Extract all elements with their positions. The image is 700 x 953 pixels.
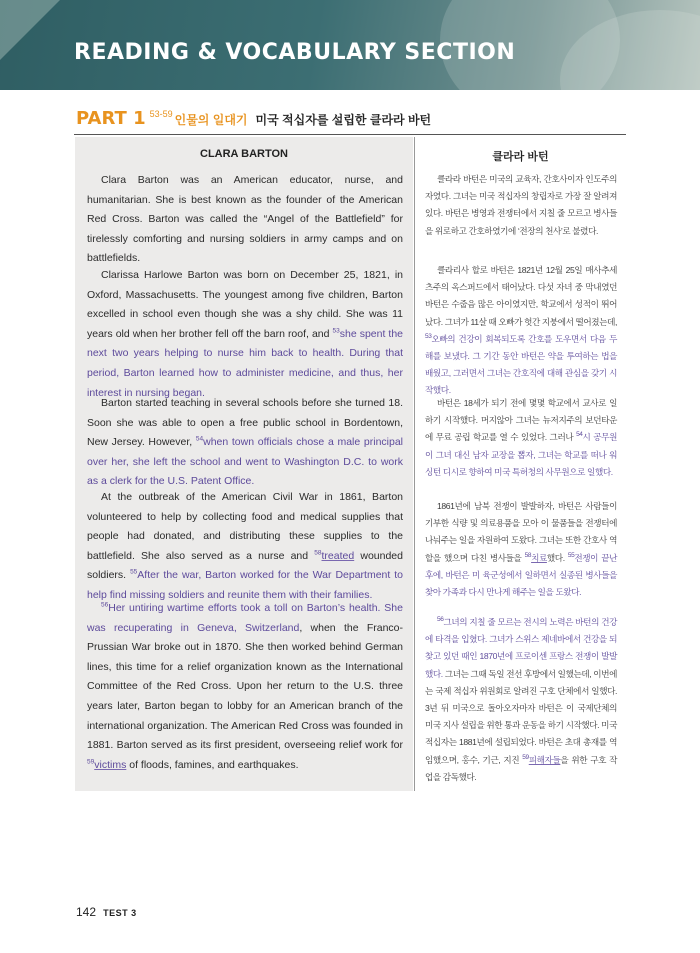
english-paragraph-2 (87, 266, 403, 403)
korean-heading: 클라라 바턴 (492, 151, 549, 163)
highlighted-text: she spent the next two years helping to nurse him back to health. During that period, Barton learned how to administer medicine, and thus, her interest in nursing began. (87, 327, 404, 399)
vocab-word: 피해자들 (528, 754, 561, 765)
korean-text: 1861년에 남북 전쟁이 발발하자, 바턴은 사람들이 기부한 식량 및 의료용품을 모아 이 물품들을 전쟁터에 나눠주는 일을 자원하여 도왔다. 그녀는 또한 간호사 역할을 했으며 다친 병사들을 (425, 501, 617, 563)
highlighted-text: 오빠의 건강이 회복되도록 간호를 도우면서 다음 두 해를 보냈다. 그 기간 동안 바턴은 약을 투여하는 법을 배웠고, 그러면서 그녀는 간호직에 대해 관심을 갖기 시작했다. (425, 333, 617, 396)
english-paragraph-1 (87, 171, 403, 269)
english-paragraph-5 (87, 599, 403, 775)
english-text: , when the Franco-Prussian War broke out in 1870. She then worked behind German lines, this time for a relief organization known as the International Committee of the Red Cross. Upon her return to the U.S. three years later, Barton began to lobby for an American branch of the international organization. The American Red Cross was founded in 1881. Barton served as its first president, overseeing relief work for (87, 621, 403, 752)
question-marker: 56 (101, 601, 109, 609)
question-marker: 55 (130, 568, 138, 576)
english-text: Clarissa Harlowe Barton was born on December 25, 1821, in Oxford, Massachusetts. The youngest among five children, Barton excelled in school even though she was a shy child. She was 11 years old when her brother fell off the barn roof, and (87, 269, 403, 340)
korean-text: 클라리사 할로 바턴은 1821년 12월 25일 매사추세츠주의 옥스퍼드에서 태어났다. 다섯 자녀 중 막내였던 바턴은 수줍음 많은 아이였지만, 학교에서 성적이 뛰어났다. 그녀가 11살 때 오빠가 헛간 지붕에서 떨어졌는데, (425, 265, 617, 327)
highlighted-text: when town officials chose a male principal over her, she left the school and went to Washington D.C. to work as a clerk for the U.S. Patent Office. (87, 436, 403, 488)
part-header (76, 108, 431, 129)
page-footer (76, 905, 137, 919)
highlighted-text: 전쟁이 끝난 후에, 바턴은 미 육군성에서 일하면서 실종된 병사들을 찾아 가족과 다시 만나게 해주는 일을 도왔다. (425, 552, 618, 598)
korean-text: 클라라 바턴은 미국의 교육자, 간호사이자 인도주의자였다. 그녀는 미국 적십자의 창립자로 가장 잘 알려져 있다. 바턴은 병영과 전쟁터에서 지칠 줄 모르고 병사들을 위로하고 간호하였기에 ‘전장의 천사’로 불렸다. (425, 174, 617, 236)
highlighted-text: After the war, Barton worked for the War Department to help find missing soldiers and reunite them with their families. (87, 569, 404, 601)
english-text: of floods, famines, and earthquakes. (126, 758, 299, 771)
english-heading: CLARA BARTON (200, 148, 288, 160)
korean-paragraph-5 (425, 614, 617, 786)
section-title: READING & VOCABULARY SECTION (74, 40, 516, 65)
part-number: PART 1 (76, 108, 146, 129)
english-text: wounded soldiers. (87, 549, 403, 582)
question-marker: 53 (332, 327, 340, 335)
english-text: Clara Barton was an American educator, nurse, and humanitarian. She is best known as the founder of the American Red Cross. Barton was called the “Angel of the Battlefield” for tirelessly comforting and nursing soldiers in army camps and on battlefields. (87, 174, 403, 265)
section-banner (0, 0, 700, 90)
question-marker: 58 (524, 551, 532, 559)
korean-paragraph-2 (425, 262, 617, 400)
question-marker: 58 (314, 549, 322, 557)
highlighted-text: Her untiring wartime efforts took a toll on Barton’s health. She was recuperating in Geneva, Switzerland (87, 602, 403, 634)
question-marker: 55 (567, 551, 575, 559)
part-category: 인물의 일대기 (174, 113, 248, 127)
part-divider (74, 134, 626, 135)
page-number: 142 (76, 905, 97, 919)
english-paragraph-3 (87, 394, 403, 492)
highlighted-text: 그녀의 지칠 줄 모르는 전시의 노력은 바턴의 건강에 타격을 입혔다. 그녀가 스위스 제네바에서 건강을 되찾고 있던 때인 1870년에 프로이센 프랑스 전쟁이 발발했다. (425, 617, 617, 679)
banner-stripe (0, 0, 60, 60)
korean-text: 그녀는 그때 독일 전선 후방에서 일했는데, 이번에는 국제 적십자 위원회로 알려진 구호 단체에서 일했다. 3년 뒤 미국으로 돌아오자마자 바턴은 이 국제단체의 미국 지사 설립을 위한 통과 운동을 하기 시작했다. 미국 적십자는 1881년에 설립되었다. 바턴은 초대 총재를 역임했으며, 홍수, 기근, 지진 (425, 668, 617, 765)
vocab-word: treated (321, 549, 355, 562)
part-subtitle: 미국 적십자를 설립한 클라라 바턴 (255, 113, 432, 127)
vocab-word: 치료 (531, 552, 547, 563)
english-paragraph-4 (87, 488, 403, 606)
question-marker: 56 (437, 616, 444, 624)
korean-paragraph-4 (425, 498, 617, 601)
korean-paragraph-1 (425, 171, 617, 240)
test-label: TEST 3 (103, 908, 137, 918)
english-text: Barton started teaching in several schools before she turned 18. Soon she was able to open a free public school in Bordentown, New Jersey. However, (87, 397, 403, 449)
korean-text: 을 위한 구호 작업을 감독했다. (425, 754, 617, 782)
korean-paragraph-3 (425, 395, 617, 481)
question-range: 53-59 (149, 109, 173, 119)
question-marker: 53 (425, 332, 432, 340)
question-marker: 59 (522, 753, 529, 761)
korean-text: 바턴은 18세가 되기 전에 몇몇 학교에서 교사로 일하기 시작했다. 머지않아 그녀는 뉴저지주의 보던타운에 무료 공립 학교를 열 수 있었다. 그러나 (425, 398, 617, 443)
question-marker: 59 (87, 758, 95, 766)
english-text: At the outbreak of the American Civil War in 1861, Barton volunteered to help by collecting food and medical supplies that people had donated, and distributing these supplies to the battlefield. She also served as a nurse and (87, 491, 403, 562)
question-marker: 54 (195, 435, 204, 443)
korean-text: 했다. (546, 552, 568, 563)
question-marker: 54 (576, 431, 583, 439)
highlighted-text: 시 공무원이 그녀 대신 남자 교장을 뽑자, 그녀는 학교를 떠나 워싱턴 디시로 향하여 미국 특허청의 사무원으로 일했다. (425, 432, 617, 477)
vocab-word: victims (94, 758, 127, 771)
